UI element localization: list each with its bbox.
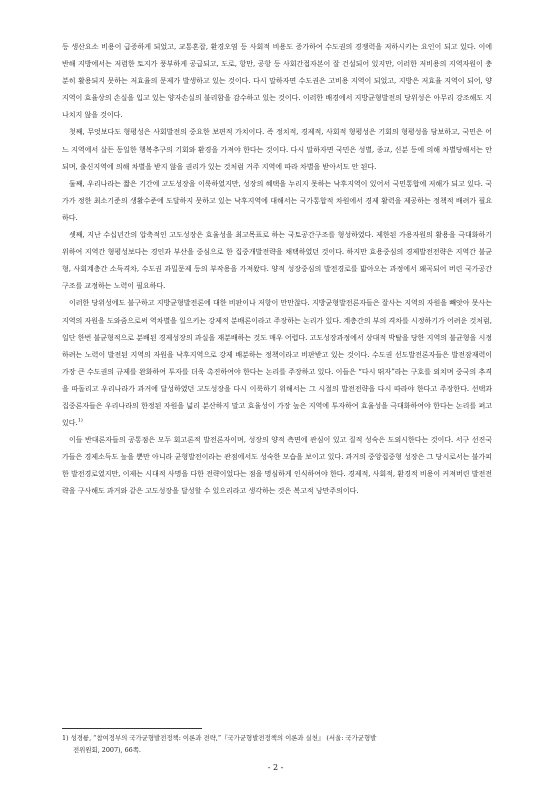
footnote-line-1: 1) 성경륭, “참여정부의 국가균형발전정책: 이론과 전략,”『국가균형발전정책의 이론과 실천』 (서울: 국가균형발 xyxy=(62,734,377,742)
footnote-divider xyxy=(62,728,202,729)
paragraph-6: 이들 반대론자들의 공통점은 모두 회고론적 발전론자이며, 성장의 양적 측면에 관심이 있고 질적 성숙은 도외시한다는 것이다. 서구 선진국가들은 경제소득도 높을 뿐만 아니라 균형발전이라는 관점에서도 성숙한 모습을 보이고 있다. 과거의 중앙집중형 성장은 그 당시로서는 불가피한 발전경로였지만, 이제는 시대적 사명을 다한 전략이었다는 점을 명심하게 인식하여야 한다. 경제적, 사회적, 환경적 비용이 커져버린 발전전략을 구사해도 과거와 같은 고도성장을 달성할 수 있으리라고 생각하는 것은 복고적 낭만주의이다. xyxy=(62,435,492,496)
paragraph-2: 첫째, 무엇보다도 형평성은 사회발전의 중요한 보편적 가치이다. 즉 정치적, 경제적, 사회적 형평성은 기회의 형평성을 담보하고, 국민은 어느 지역에서 살든 동일한 행복추구의 기회와 환경을 가져야 한다는 것이다. 다시 말하자면 국민은 성별, 종교, 신분 등에 의해 차별당해서는 안되며, 출신지역에 의해 차별을 받지 않을 권리가 있는 것처럼 거주 지역에 따라 차별을 받아서도 안 된다. xyxy=(62,127,492,171)
paragraph-5-text: 이러한 당위성에도 불구하고 지방균형발전론에 대한 비판이나 저항이 만만찮다. 지방균형발전론자들은 잘사는 지역의 자원을 빼앗아 못사는 지역의 자원을 도와줌으로써 역차별을 일으키는 강제적 분배론이라고 주장하는 논리가 있다. 계층간의 부의 격차를 시정하기가 어려운 것처럼, 일단 한번 불균형적으로 분배된 경제성장의 과실을 재분배하는 것도 매우 어렵다. 고도성장과정에서 상대적 박탈을 당한 지역의 불균형을 시정하려는 노력이 발전된 지역의 자원을 낙후지역으로 강제 배분하는 정책이라고 비판받고 있는 것이다. 수도권 선도발전론자들은 발전잠재력이 가장 큰 수도권의 규제를 완화하여 투자를 더욱 촉진하여야 한다는 논리를 주장하고 있다. 이들은 “다시 뛰자”라는 구호를 외치며 중국의 추격을 따돌리고 우리나라가 과거에 달성하였던 고도성장을 다시 이룩하기 위해서는 그 시절의 발전전략을 다시 따라야 한다고 주장한다. 선택과 집중론자들은 우리나라의 한정된 자원을 넓리 분산하지 말고 효율성이 가장 높은 지역에 투자하여 효율성을 극대화하여야 한다는 논리를 펴고 있다. xyxy=(62,298,492,428)
paragraph-3: 둘째, 우리나라는 짧은 기간에 고도성장을 이룩하였지만, 성장의 혜택을 누리지 못하는 낙후지역이 있어서 국민통합에 저해가 되고 있다. 국가가 정한 최소기준의 생활수준에 도달하지 못하고 있는 낙후지역에 대해서는 국가통합적 차원에서 경제 활력을 제공하는 정책적 배려가 필요하다. xyxy=(62,178,492,222)
body-text xyxy=(62,38,492,500)
footnote-line-2: 전위원회, 2007), 66쪽. xyxy=(73,746,141,754)
footnote-ref[interactable]: 1) xyxy=(77,417,83,424)
page-number: - 2 - xyxy=(267,763,284,772)
paragraph-5 xyxy=(62,294,492,431)
paragraph-4: 셋째, 지난 수십년간의 압축적인 고도성장은 효율성을 최고목표로 하는 국토공간구조를 형성하였다. 제한된 가용자원의 활용을 극대화하기 위하여 지역간 형평성보다는 경인과 부산을 중심으로 한 집중개발전략을 채택하였던 것이다. 하지만 효용중심의 경제발전전략은 지역간 불균형, 사회계층간 소득격차, 수도권 과밀문제 등의 부작용을 가져왔다. 양적 성장중심의 발전경로를 밟아오는 과정에서 왜곡되어 버린 국가공간구조를 교정하는 노력이 필요하다. xyxy=(62,230,492,291)
paragraph-1: 등 생산요소 비용이 급증하게 되었고, 교통혼잡, 환경오염 등 사회적 비용도 증가하여 수도권의 경쟁력을 저하시키는 요인이 되고 있다. 이에 반해 지방에서는 저렴한 토지가 풍부하게 공급되고, 도로, 항만, 공항 등 사회간접자본이 잘 건설되어 있지만, 이러한 저비용의 지역자원이 충분히 활용되지 못하는 저효율의 문제가 발생하고 있는 것이다. 다시 말하자면 수도권은 고비용 지역이 되었고, 지방은 저효율 지역이 되어, 양 지역이 효율상의 손실을 입고 있는 양자손실의 불리함을 감수하고 있는 것이다. 이러한 배경에서 지방균형발전의 당위성은 아무리 강조해도 지나치지 않을 것이다. xyxy=(62,42,492,120)
footnote xyxy=(62,732,492,756)
